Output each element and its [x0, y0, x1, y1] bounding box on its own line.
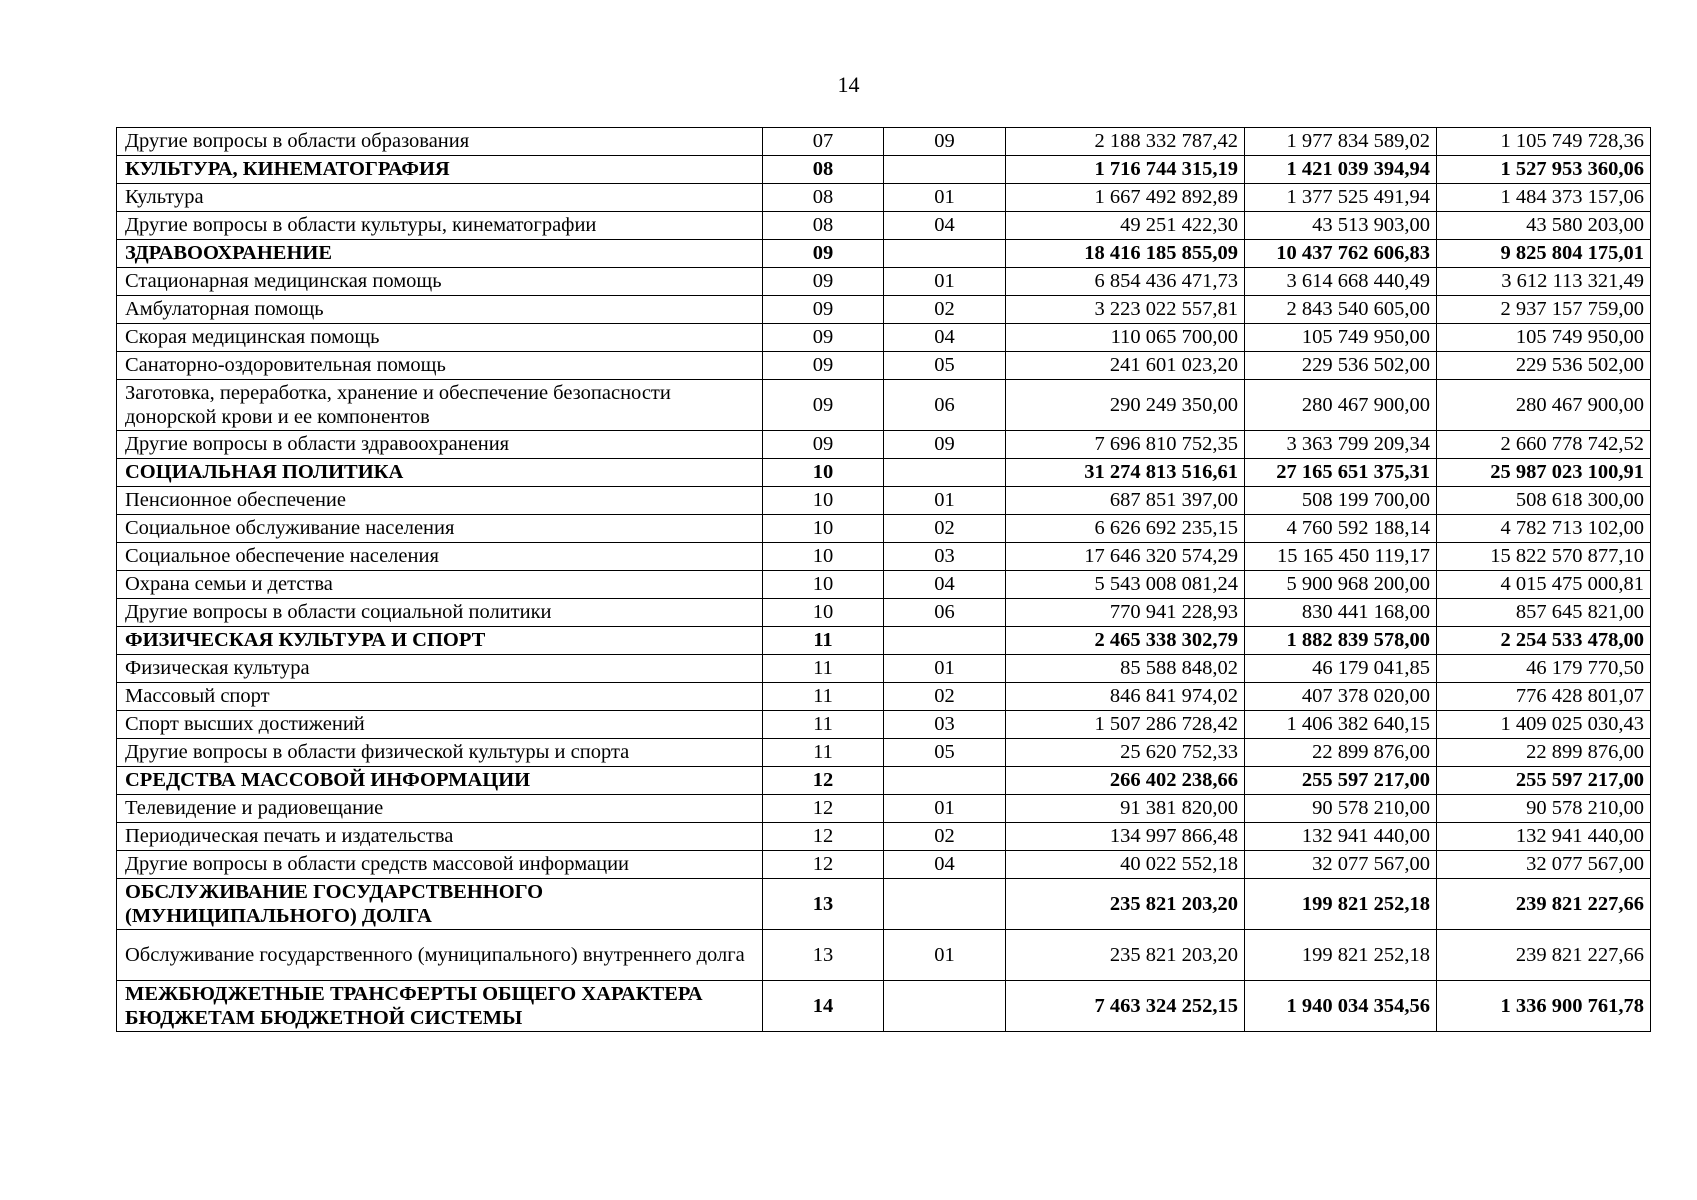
row-name-cell: КУЛЬТУРА, КИНЕМАТОГРАФИЯ — [117, 156, 763, 184]
row-name-cell: Другие вопросы в области образования — [117, 128, 763, 156]
row-name-cell: Амбулаторная помощь — [117, 296, 763, 324]
amount-cell-3: 1 336 900 761,78 — [1437, 981, 1651, 1032]
section-code-cell: 10 — [763, 487, 884, 515]
amount-cell-2: 255 597 217,00 — [1245, 767, 1437, 795]
amount-cell-1: 1 667 492 892,89 — [1006, 184, 1245, 212]
amount-cell-2: 32 077 567,00 — [1245, 851, 1437, 879]
subsection-code-cell: 02 — [884, 515, 1006, 543]
subsection-code-cell — [884, 981, 1006, 1032]
section-code-cell: 09 — [763, 324, 884, 352]
table-row — [117, 711, 1651, 739]
amount-cell-1: 7 696 810 752,35 — [1006, 431, 1245, 459]
table-row — [117, 543, 1651, 571]
subsection-code-cell: 02 — [884, 823, 1006, 851]
subsection-code-cell — [884, 156, 1006, 184]
amount-cell-2: 199 821 252,18 — [1245, 879, 1437, 930]
subsection-code-cell: 02 — [884, 683, 1006, 711]
subsection-code-cell: 01 — [884, 487, 1006, 515]
amount-cell-2: 3 363 799 209,34 — [1245, 431, 1437, 459]
section-code-cell: 12 — [763, 823, 884, 851]
amount-cell-1: 266 402 238,66 — [1006, 767, 1245, 795]
amount-cell-2: 43 513 903,00 — [1245, 212, 1437, 240]
amount-cell-3: 132 941 440,00 — [1437, 823, 1651, 851]
row-name-cell: Массовый спорт — [117, 683, 763, 711]
amount-cell-1: 18 416 185 855,09 — [1006, 240, 1245, 268]
subsection-code-cell: 02 — [884, 296, 1006, 324]
table-row — [117, 324, 1651, 352]
row-name-cell: СОЦИАЛЬНАЯ ПОЛИТИКА — [117, 459, 763, 487]
amount-cell-2: 15 165 450 119,17 — [1245, 543, 1437, 571]
amount-cell-3: 22 899 876,00 — [1437, 739, 1651, 767]
section-code-cell: 12 — [763, 795, 884, 823]
row-name-cell: Социальное обеспечение населения — [117, 543, 763, 571]
section-code-cell: 12 — [763, 767, 884, 795]
amount-cell-1: 235 821 203,20 — [1006, 930, 1245, 981]
row-name-cell: МЕЖБЮДЖЕТНЫЕ ТРАНСФЕРТЫ ОБЩЕГО ХАРАКТЕРА БЮДЖЕТАМ БЮДЖЕТНОЙ СИСТЕМЫ — [117, 981, 763, 1032]
subsection-code-cell: 03 — [884, 711, 1006, 739]
amount-cell-3: 229 536 502,00 — [1437, 352, 1651, 380]
amount-cell-1: 31 274 813 516,61 — [1006, 459, 1245, 487]
amount-cell-1: 110 065 700,00 — [1006, 324, 1245, 352]
table-row — [117, 795, 1651, 823]
amount-cell-2: 132 941 440,00 — [1245, 823, 1437, 851]
amount-cell-1: 85 588 848,02 — [1006, 655, 1245, 683]
amount-cell-1: 5 543 008 081,24 — [1006, 571, 1245, 599]
amount-cell-1: 2 465 338 302,79 — [1006, 627, 1245, 655]
subsection-code-cell — [884, 459, 1006, 487]
table-row — [117, 571, 1651, 599]
subsection-code-cell: 04 — [884, 851, 1006, 879]
amount-cell-2: 1 421 039 394,94 — [1245, 156, 1437, 184]
row-name-cell: Скорая медицинская помощь — [117, 324, 763, 352]
amount-cell-2: 508 199 700,00 — [1245, 487, 1437, 515]
amount-cell-1: 25 620 752,33 — [1006, 739, 1245, 767]
row-name-cell: Другие вопросы в области здравоохранения — [117, 431, 763, 459]
table-row — [117, 184, 1651, 212]
amount-cell-3: 508 618 300,00 — [1437, 487, 1651, 515]
amount-cell-2: 229 536 502,00 — [1245, 352, 1437, 380]
budget-table — [116, 127, 1651, 1032]
table-row — [117, 212, 1651, 240]
subsection-code-cell: 01 — [884, 930, 1006, 981]
subsection-code-cell: 06 — [884, 599, 1006, 627]
row-name-cell: ФИЗИЧЕСКАЯ КУЛЬТУРА И СПОРТ — [117, 627, 763, 655]
amount-cell-2: 199 821 252,18 — [1245, 930, 1437, 981]
amount-cell-3: 25 987 023 100,91 — [1437, 459, 1651, 487]
amount-cell-2: 27 165 651 375,31 — [1245, 459, 1437, 487]
section-code-cell: 11 — [763, 655, 884, 683]
amount-cell-2: 407 378 020,00 — [1245, 683, 1437, 711]
amount-cell-3: 1 105 749 728,36 — [1437, 128, 1651, 156]
section-code-cell: 09 — [763, 431, 884, 459]
row-name-cell: Социальное обслуживание населения — [117, 515, 763, 543]
amount-cell-3: 4 782 713 102,00 — [1437, 515, 1651, 543]
amount-cell-3: 105 749 950,00 — [1437, 324, 1651, 352]
amount-cell-2: 1 882 839 578,00 — [1245, 627, 1437, 655]
section-code-cell: 11 — [763, 683, 884, 711]
budget-table-body — [117, 128, 1651, 1032]
amount-cell-3: 32 077 567,00 — [1437, 851, 1651, 879]
amount-cell-1: 49 251 422,30 — [1006, 212, 1245, 240]
amount-cell-3: 1 409 025 030,43 — [1437, 711, 1651, 739]
table-section-row — [117, 767, 1651, 795]
subsection-code-cell: 04 — [884, 212, 1006, 240]
table-row — [117, 599, 1651, 627]
amount-cell-1: 846 841 974,02 — [1006, 683, 1245, 711]
amount-cell-1: 91 381 820,00 — [1006, 795, 1245, 823]
section-code-cell: 11 — [763, 739, 884, 767]
section-code-cell: 08 — [763, 156, 884, 184]
row-name-cell: Санаторно-оздоровительная помощь — [117, 352, 763, 380]
row-name-cell: Физическая культура — [117, 655, 763, 683]
row-name-cell: Заготовка, переработка, хранение и обеспечение безопасности донорской крови и ее компонентов — [117, 380, 763, 431]
table-section-row — [117, 459, 1651, 487]
amount-cell-2: 22 899 876,00 — [1245, 739, 1437, 767]
row-name-cell: Другие вопросы в области физической культуры и спорта — [117, 739, 763, 767]
amount-cell-1: 241 601 023,20 — [1006, 352, 1245, 380]
table-section-row — [117, 240, 1651, 268]
amount-cell-1: 1 507 286 728,42 — [1006, 711, 1245, 739]
table-row — [117, 823, 1651, 851]
section-code-cell: 10 — [763, 599, 884, 627]
amount-cell-2: 4 760 592 188,14 — [1245, 515, 1437, 543]
table-section-row — [117, 156, 1651, 184]
section-code-cell: 13 — [763, 930, 884, 981]
section-code-cell: 12 — [763, 851, 884, 879]
amount-cell-2: 830 441 168,00 — [1245, 599, 1437, 627]
table-section-row — [117, 981, 1651, 1032]
amount-cell-1: 17 646 320 574,29 — [1006, 543, 1245, 571]
amount-cell-3: 15 822 570 877,10 — [1437, 543, 1651, 571]
row-name-cell: Пенсионное обеспечение — [117, 487, 763, 515]
subsection-code-cell: 09 — [884, 431, 1006, 459]
amount-cell-2: 1 377 525 491,94 — [1245, 184, 1437, 212]
amount-cell-3: 3 612 113 321,49 — [1437, 268, 1651, 296]
row-name-cell: Другие вопросы в области социальной политики — [117, 599, 763, 627]
table-row — [117, 515, 1651, 543]
table-row — [117, 268, 1651, 296]
amount-cell-3: 90 578 210,00 — [1437, 795, 1651, 823]
amount-cell-1: 3 223 022 557,81 — [1006, 296, 1245, 324]
amount-cell-3: 239 821 227,66 — [1437, 879, 1651, 930]
subsection-code-cell: 04 — [884, 324, 1006, 352]
section-code-cell: 09 — [763, 240, 884, 268]
amount-cell-3: 2 254 533 478,00 — [1437, 627, 1651, 655]
row-name-cell: ОБСЛУЖИВАНИЕ ГОСУДАРСТВЕННОГО (МУНИЦИПАЛЬНОГО) ДОЛГА — [117, 879, 763, 930]
table-row — [117, 655, 1651, 683]
subsection-code-cell: 01 — [884, 184, 1006, 212]
subsection-code-cell — [884, 879, 1006, 930]
amount-cell-1: 40 022 552,18 — [1006, 851, 1245, 879]
amount-cell-2: 105 749 950,00 — [1245, 324, 1437, 352]
amount-cell-3: 776 428 801,07 — [1437, 683, 1651, 711]
subsection-code-cell: 01 — [884, 268, 1006, 296]
section-code-cell: 13 — [763, 879, 884, 930]
section-code-cell: 09 — [763, 380, 884, 431]
amount-cell-3: 857 645 821,00 — [1437, 599, 1651, 627]
subsection-code-cell — [884, 767, 1006, 795]
subsection-code-cell: 05 — [884, 352, 1006, 380]
table-row — [117, 128, 1651, 156]
amount-cell-2: 46 179 041,85 — [1245, 655, 1437, 683]
row-name-cell: Стационарная медицинская помощь — [117, 268, 763, 296]
amount-cell-2: 1 406 382 640,15 — [1245, 711, 1437, 739]
amount-cell-3: 2 937 157 759,00 — [1437, 296, 1651, 324]
amount-cell-3: 4 015 475 000,81 — [1437, 571, 1651, 599]
amount-cell-2: 1 940 034 354,56 — [1245, 981, 1437, 1032]
amount-cell-1: 134 997 866,48 — [1006, 823, 1245, 851]
amount-cell-2: 90 578 210,00 — [1245, 795, 1437, 823]
amount-cell-3: 1 484 373 157,06 — [1437, 184, 1651, 212]
table-row — [117, 487, 1651, 515]
section-code-cell: 08 — [763, 184, 884, 212]
amount-cell-1: 1 716 744 315,19 — [1006, 156, 1245, 184]
table-row — [117, 380, 1651, 431]
amount-cell-3: 46 179 770,50 — [1437, 655, 1651, 683]
row-name-cell: Телевидение и радиовещание — [117, 795, 763, 823]
table-row — [117, 352, 1651, 380]
amount-cell-3: 280 467 900,00 — [1437, 380, 1651, 431]
row-name-cell: Обслуживание государственного (муниципального) внутреннего долга — [117, 930, 763, 981]
page-number: 14 — [837, 72, 860, 97]
amount-cell-2: 5 900 968 200,00 — [1245, 571, 1437, 599]
row-name-cell: Периодическая печать и издательства — [117, 823, 763, 851]
section-code-cell: 10 — [763, 571, 884, 599]
amount-cell-1: 235 821 203,20 — [1006, 879, 1245, 930]
row-name-cell: СРЕДСТВА МАССОВОЙ ИНФОРМАЦИИ — [117, 767, 763, 795]
amount-cell-1: 6 854 436 471,73 — [1006, 268, 1245, 296]
amount-cell-1: 687 851 397,00 — [1006, 487, 1245, 515]
amount-cell-1: 7 463 324 252,15 — [1006, 981, 1245, 1032]
row-name-cell: Другие вопросы в области культуры, кинематографии — [117, 212, 763, 240]
row-name-cell: Культура — [117, 184, 763, 212]
subsection-code-cell — [884, 240, 1006, 268]
subsection-code-cell: 09 — [884, 128, 1006, 156]
amount-cell-2: 3 614 668 440,49 — [1245, 268, 1437, 296]
amount-cell-3: 9 825 804 175,01 — [1437, 240, 1651, 268]
amount-cell-1: 2 188 332 787,42 — [1006, 128, 1245, 156]
section-code-cell: 10 — [763, 515, 884, 543]
table-row — [117, 683, 1651, 711]
section-code-cell: 14 — [763, 981, 884, 1032]
amount-cell-2: 280 467 900,00 — [1245, 380, 1437, 431]
amount-cell-2: 1 977 834 589,02 — [1245, 128, 1437, 156]
subsection-code-cell: 03 — [884, 543, 1006, 571]
amount-cell-3: 255 597 217,00 — [1437, 767, 1651, 795]
table-row — [117, 851, 1651, 879]
subsection-code-cell: 04 — [884, 571, 1006, 599]
subsection-code-cell: 01 — [884, 795, 1006, 823]
section-code-cell: 10 — [763, 459, 884, 487]
subsection-code-cell — [884, 627, 1006, 655]
table-section-row — [117, 627, 1651, 655]
table-row — [117, 431, 1651, 459]
row-name-cell: Охрана семьи и детства — [117, 571, 763, 599]
section-code-cell: 11 — [763, 711, 884, 739]
amount-cell-3: 239 821 227,66 — [1437, 930, 1651, 981]
section-code-cell: 09 — [763, 296, 884, 324]
table-section-row — [117, 879, 1651, 930]
section-code-cell: 10 — [763, 543, 884, 571]
amount-cell-1: 770 941 228,93 — [1006, 599, 1245, 627]
amount-cell-1: 290 249 350,00 — [1006, 380, 1245, 431]
subsection-code-cell: 05 — [884, 739, 1006, 767]
table-row — [117, 296, 1651, 324]
section-code-cell: 11 — [763, 627, 884, 655]
section-code-cell: 07 — [763, 128, 884, 156]
amount-cell-3: 43 580 203,00 — [1437, 212, 1651, 240]
table-row — [117, 930, 1651, 981]
amount-cell-3: 2 660 778 742,52 — [1437, 431, 1651, 459]
amount-cell-2: 2 843 540 605,00 — [1245, 296, 1437, 324]
row-name-cell: Спорт высших достижений — [117, 711, 763, 739]
amount-cell-2: 10 437 762 606,83 — [1245, 240, 1437, 268]
amount-cell-3: 1 527 953 360,06 — [1437, 156, 1651, 184]
row-name-cell: Другие вопросы в области средств массовой информации — [117, 851, 763, 879]
section-code-cell: 09 — [763, 352, 884, 380]
table-row — [117, 739, 1651, 767]
subsection-code-cell: 06 — [884, 380, 1006, 431]
subsection-code-cell: 01 — [884, 655, 1006, 683]
section-code-cell: 08 — [763, 212, 884, 240]
section-code-cell: 09 — [763, 268, 884, 296]
row-name-cell: ЗДРАВООХРАНЕНИЕ — [117, 240, 763, 268]
amount-cell-1: 6 626 692 235,15 — [1006, 515, 1245, 543]
